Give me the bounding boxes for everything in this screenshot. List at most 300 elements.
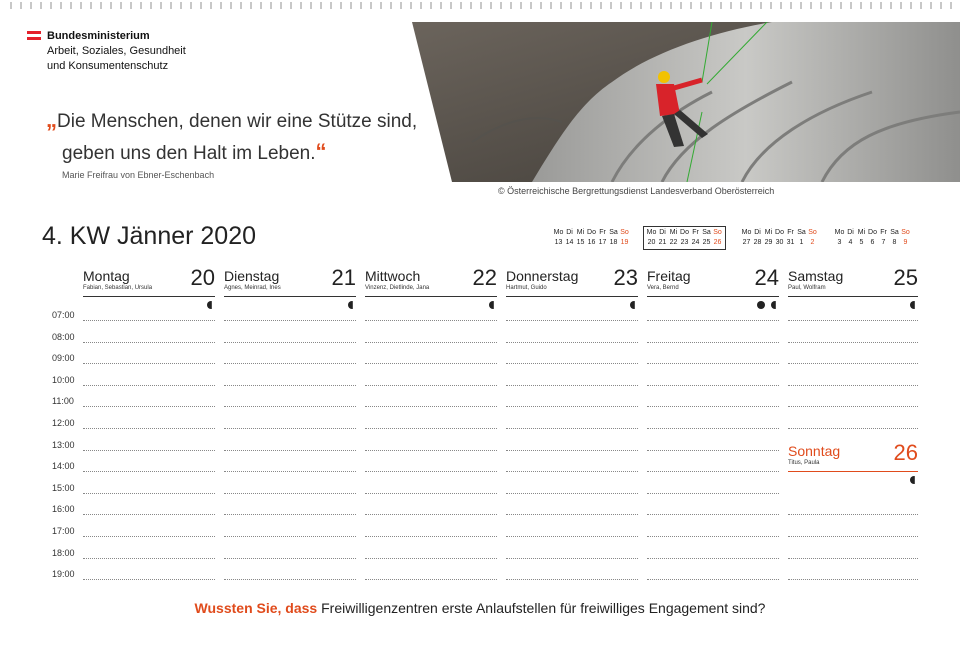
hour-label: 09:00 — [52, 353, 75, 364]
binding-ring — [350, 2, 352, 9]
day-header-montag — [83, 265, 215, 312]
binding-ring — [710, 2, 712, 9]
binding-ring — [490, 2, 492, 9]
hour-label: 14:00 — [52, 461, 75, 472]
weekday-abbrev: Di — [566, 229, 573, 236]
mini-calendar-day-row — [646, 238, 723, 248]
binding-ring — [370, 2, 372, 9]
binding-ring — [40, 2, 42, 9]
binding-ring — [640, 2, 642, 9]
hour-slot-line[interactable] — [83, 342, 215, 343]
day-name: Mittwoch — [365, 268, 421, 284]
hour-slot-line[interactable] — [83, 558, 215, 559]
weekday-abbrev: Mo — [646, 229, 657, 236]
hour-label: 16:00 — [52, 504, 75, 515]
hour-slot-line[interactable] — [365, 493, 497, 494]
mini-calendar-day-row — [553, 238, 630, 248]
day-number: 22 — [472, 265, 497, 290]
binding-ring — [320, 2, 322, 9]
day-number: 21 — [331, 265, 356, 290]
day-name: Sonntag — [788, 443, 841, 459]
binding-ring — [480, 2, 482, 9]
hour-slot-line[interactable] — [647, 579, 779, 580]
binding-ring — [680, 2, 682, 9]
hour-slot-line[interactable] — [365, 579, 497, 580]
binding-ring — [80, 2, 82, 9]
binding-ring — [290, 2, 292, 9]
day-number: 26 — [713, 239, 722, 246]
binding-ring — [770, 2, 772, 9]
austrian-flag-icon — [27, 31, 41, 40]
weekday-abbrev: So — [808, 229, 817, 236]
hour-slot-line[interactable] — [788, 385, 918, 386]
binding-ring — [50, 2, 52, 9]
hour-slot-line[interactable] — [506, 450, 638, 451]
day-number: 2 — [810, 239, 815, 246]
day-number: 6 — [870, 239, 875, 246]
weekday-abbrev: Sa — [702, 229, 711, 236]
hour-label: 08:00 — [52, 331, 75, 342]
weekday-abbrev: Sa — [797, 229, 806, 236]
day-number: 13 — [554, 239, 563, 246]
hour-slot-line[interactable] — [365, 450, 497, 451]
did-you-know — [0, 600, 960, 616]
day-header-freitag — [647, 265, 779, 312]
binding-ring — [890, 2, 892, 9]
hour-slot-line[interactable] — [647, 471, 779, 472]
weekday-abbrev: So — [713, 229, 722, 236]
weekday-abbrev: Di — [659, 229, 666, 236]
day-number: 26 — [893, 440, 918, 465]
mini-calendar-week — [553, 228, 630, 248]
hour-slot-line[interactable] — [365, 385, 497, 386]
quote-line-1: Die Menschen, denen wir eine Stütze sind, — [57, 111, 418, 132]
hour-slot-line[interactable] — [506, 428, 638, 429]
hour-slot-line[interactable] — [83, 493, 215, 494]
mini-calendar-header-row — [646, 228, 723, 238]
binding-ring — [160, 2, 162, 9]
name-day-saints: Hartmut, Guido — [506, 285, 547, 291]
day-name: Montag — [83, 268, 130, 284]
day-number: 24 — [754, 265, 779, 290]
hour-slot-line[interactable] — [647, 363, 779, 364]
day-header-samstag — [788, 265, 918, 312]
hour-slot-line[interactable] — [647, 450, 779, 451]
hour-slot-line[interactable] — [506, 579, 638, 580]
binding-ring — [620, 2, 622, 9]
binding-ring — [20, 2, 22, 9]
binding-ring — [90, 2, 92, 9]
moon-phase-icon — [771, 301, 779, 309]
binding-ring — [470, 2, 472, 9]
mini-calendar-day-row — [834, 238, 911, 248]
binding-ring — [410, 2, 412, 9]
binding-ring — [110, 2, 112, 9]
hour-slot-line[interactable] — [365, 406, 497, 407]
hour-slot-line[interactable] — [506, 342, 638, 343]
hour-label: 11:00 — [52, 396, 74, 407]
weekday-abbrev: Do — [775, 229, 784, 236]
binding-ring — [390, 2, 392, 9]
binding-ring — [500, 2, 502, 9]
hour-slot-line[interactable] — [788, 428, 918, 429]
hour-slot-line[interactable] — [506, 320, 638, 321]
hour-slot-line[interactable] — [788, 406, 918, 407]
mini-calendar-header-row — [741, 228, 818, 238]
day-underline — [788, 471, 918, 472]
binding-ring — [100, 2, 102, 9]
hour-slot-line[interactable] — [83, 536, 215, 537]
binding-ring — [170, 2, 172, 9]
weekday-abbrev: Do — [587, 229, 596, 236]
day-number: 31 — [786, 239, 795, 246]
day-number: 21 — [658, 239, 667, 246]
binding-ring — [30, 2, 32, 9]
binding-ring — [570, 2, 572, 9]
hour-slot-line[interactable] — [788, 342, 918, 343]
binding-ring — [210, 2, 212, 9]
hour-slot-line[interactable] — [83, 320, 215, 321]
hour-slot-line[interactable] — [365, 428, 497, 429]
name-day-saints: Paul, Wolfram — [788, 285, 826, 291]
binding-ring — [730, 2, 732, 9]
binding-ring — [900, 2, 902, 9]
hour-slot-line[interactable] — [647, 558, 779, 559]
binding-ring — [150, 2, 152, 9]
day-number: 8 — [892, 239, 897, 246]
hour-slot-line[interactable] — [365, 514, 497, 515]
binding-ring — [810, 2, 812, 9]
day-number: 15 — [576, 239, 585, 246]
day-underline — [506, 296, 638, 297]
binding-ring — [720, 2, 722, 9]
mini-calendar-header-row — [553, 228, 630, 238]
hour-slot-line[interactable] — [647, 385, 779, 386]
hour-slot-line[interactable] — [506, 363, 638, 364]
weekday-abbrev: Mo — [834, 229, 845, 236]
day-number: 1 — [799, 239, 804, 246]
hour-slot-line[interactable] — [224, 428, 356, 429]
day-number: 23 — [680, 239, 689, 246]
day-number: 18 — [609, 239, 618, 246]
binding-ring — [760, 2, 762, 9]
binding-ring — [430, 2, 432, 9]
binding-ring — [560, 2, 562, 9]
day-number: 14 — [565, 239, 574, 246]
day-number: 4 — [848, 239, 853, 246]
hour-slot-line[interactable] — [365, 471, 497, 472]
hour-slot-line[interactable] — [647, 536, 779, 537]
day-number: 24 — [691, 239, 700, 246]
binding-ring — [60, 2, 62, 9]
moon-phase-icon — [910, 476, 918, 484]
binding-ring — [260, 2, 262, 9]
binding-ring — [610, 2, 612, 9]
binding-ring — [690, 2, 692, 9]
moon-phase-icon — [910, 301, 918, 309]
name-day-saints: Vera, Bernd — [647, 285, 679, 291]
binding-ring — [250, 2, 252, 9]
binding-ring — [530, 2, 532, 9]
hour-slot-line[interactable] — [788, 536, 918, 537]
day-name: Freitag — [647, 268, 691, 284]
hour-slot-line[interactable] — [788, 320, 918, 321]
binding-ring — [70, 2, 72, 9]
binding-ring — [130, 2, 132, 9]
hour-slot-line[interactable] — [83, 514, 215, 515]
quote-open-mark: „ — [46, 107, 57, 132]
hour-slot-line[interactable] — [224, 450, 356, 451]
hour-slot-line[interactable] — [83, 385, 215, 386]
binding-ring — [540, 2, 542, 9]
binding-ring — [950, 2, 952, 9]
hour-label: 07:00 — [52, 310, 75, 320]
mini-calendar-week — [834, 228, 911, 248]
hour-slot-line[interactable] — [224, 493, 356, 494]
day-name: Dienstag — [224, 268, 280, 284]
hour-slot-line[interactable] — [224, 320, 356, 321]
mini-calendar-header-row — [834, 228, 911, 238]
hour-slot-line[interactable] — [647, 428, 779, 429]
weekday-abbrev: Fr — [692, 229, 699, 236]
ministry-line: Arbeit, Soziales, Gesundheit — [47, 45, 186, 57]
day-number: 30 — [775, 239, 784, 246]
hour-label: 18:00 — [52, 547, 75, 558]
hour-slot-line[interactable] — [365, 320, 497, 321]
hour-slot-line[interactable] — [788, 558, 918, 559]
quote-author: Marie Freifrau von Ebner-Eschenbach — [62, 170, 215, 180]
hour-slot-line[interactable] — [506, 385, 638, 386]
hour-slot-line[interactable] — [788, 363, 918, 364]
binding-ring — [180, 2, 182, 9]
weekday-abbrev: Mo — [741, 229, 752, 236]
binding-ring — [450, 2, 452, 9]
hour-slot-line[interactable] — [224, 471, 356, 472]
mini-calendar-day-row — [741, 238, 818, 248]
day-name: Donnerstag — [506, 268, 579, 284]
day-name: Samstag — [788, 268, 844, 284]
moon-phase-icon — [207, 301, 215, 309]
binding-ring — [380, 2, 382, 9]
day-number: 23 — [613, 265, 638, 290]
spiral-binding — [0, 0, 960, 10]
day-number: 5 — [859, 239, 864, 246]
hour-slot-line[interactable] — [506, 493, 638, 494]
binding-ring — [590, 2, 592, 9]
hour-slot-line[interactable] — [224, 406, 356, 407]
binding-ring — [600, 2, 602, 9]
hour-slot-line[interactable] — [83, 428, 215, 429]
hour-slot-line[interactable] — [506, 536, 638, 537]
hour-slot-line[interactable] — [83, 579, 215, 580]
hour-slot-line[interactable] — [83, 450, 215, 451]
quote — [46, 105, 417, 169]
binding-ring — [440, 2, 442, 9]
binding-ring — [650, 2, 652, 9]
weekday-abbrev: Fr — [787, 229, 794, 236]
week-title: 4. KW Jänner 2020 — [42, 222, 257, 250]
binding-ring — [10, 2, 12, 9]
quote-line-2: geben uns den Halt im Leben. — [62, 143, 316, 164]
binding-ring — [830, 2, 832, 9]
binding-ring — [550, 2, 552, 9]
hour-slot-line[interactable] — [83, 471, 215, 472]
weekday-abbrev: Mi — [857, 229, 866, 236]
hour-label: 15:00 — [52, 482, 75, 493]
binding-ring — [630, 2, 632, 9]
name-day-saints: Vinzenz, Dietlinde, Jana — [365, 285, 430, 291]
hour-slot-line[interactable] — [647, 320, 779, 321]
day-number: 7 — [881, 239, 886, 246]
binding-ring — [870, 2, 872, 9]
binding-ring — [340, 2, 342, 9]
binding-ring — [310, 2, 312, 9]
binding-ring — [230, 2, 232, 9]
day-underline — [83, 296, 215, 297]
hour-slot-line[interactable] — [365, 363, 497, 364]
binding-ring — [820, 2, 822, 9]
quote-close-mark: “ — [315, 139, 327, 164]
name-day-saints: Fabian, Sebastian, Ursula — [83, 285, 153, 291]
weekday-abbrev: Fr — [599, 229, 606, 236]
weekday-abbrev: Di — [847, 229, 854, 236]
moon-phase-icon — [489, 301, 497, 309]
day-number: 3 — [837, 239, 842, 246]
mountain-rescue-photo-icon — [412, 22, 960, 182]
hour-slot-line[interactable] — [647, 406, 779, 407]
day-header-mittwoch — [365, 265, 497, 312]
hour-label: 10:00 — [52, 374, 75, 385]
binding-ring — [460, 2, 462, 9]
binding-ring — [740, 2, 742, 9]
hour-slot-line[interactable] — [224, 558, 356, 559]
hour-slot-line[interactable] — [224, 536, 356, 537]
hour-label: 12:00 — [52, 418, 75, 428]
day-header-sonntag — [788, 440, 918, 487]
hour-slot-line[interactable] — [788, 514, 918, 515]
ministry-name — [47, 29, 307, 74]
hour-slot-line[interactable] — [506, 406, 638, 407]
hour-slot-line[interactable] — [788, 579, 918, 580]
binding-ring — [520, 2, 522, 9]
binding-ring — [190, 2, 192, 9]
hour-slot-line[interactable] — [83, 406, 215, 407]
day-number: 17 — [598, 239, 607, 246]
day-underline — [224, 296, 356, 297]
weekday-abbrev: Sa — [890, 229, 899, 236]
hour-slot-line[interactable] — [647, 493, 779, 494]
mini-calendar-week — [741, 228, 818, 248]
day-number: 28 — [753, 239, 762, 246]
hour-slot-line[interactable] — [224, 342, 356, 343]
weekday-abbrev: Fr — [880, 229, 887, 236]
ministry-line: und Konsumentenschutz — [47, 60, 169, 72]
binding-ring — [790, 2, 792, 9]
weekday-abbrev: Mi — [576, 229, 585, 236]
binding-ring — [200, 2, 202, 9]
hour-slot-line[interactable] — [224, 579, 356, 580]
weekday-abbrev: Do — [868, 229, 877, 236]
weekday-abbrev: So — [901, 229, 910, 236]
binding-ring — [120, 2, 122, 9]
binding-ring — [920, 2, 922, 9]
day-number: 29 — [764, 239, 773, 246]
mini-calendar-week — [643, 226, 726, 250]
weekday-abbrev: Mi — [764, 229, 773, 236]
binding-ring — [750, 2, 752, 9]
photo-credit: © Österreichische Bergrettungsdienst Landesverband Oberösterreich — [498, 186, 775, 196]
hour-slot-line[interactable] — [365, 558, 497, 559]
binding-ring — [700, 2, 702, 9]
binding-ring — [580, 2, 582, 9]
hour-slot-line[interactable] — [365, 536, 497, 537]
binding-ring — [420, 2, 422, 9]
hour-slot-line[interactable] — [506, 471, 638, 472]
binding-ring — [910, 2, 912, 9]
new-moon-icon — [757, 301, 765, 309]
binding-ring — [330, 2, 332, 9]
day-number: 22 — [669, 239, 678, 246]
hour-slot-line[interactable] — [224, 385, 356, 386]
weekday-abbrev: So — [620, 229, 629, 236]
hour-label: 13:00 — [52, 439, 75, 450]
moon-phase-icon — [348, 301, 356, 309]
hour-slot-line[interactable] — [224, 514, 356, 515]
hour-slot-line[interactable] — [224, 363, 356, 364]
weekday-abbrev: Mo — [553, 229, 564, 236]
hour-slot-line[interactable] — [83, 363, 215, 364]
day-header-donnerstag — [506, 265, 638, 312]
hour-slot-line[interactable] — [365, 342, 497, 343]
weekday-abbrev: Mi — [669, 229, 678, 236]
binding-ring — [270, 2, 272, 9]
day-number: 25 — [702, 239, 711, 246]
day-underline — [647, 296, 779, 297]
hour-slot-line[interactable] — [647, 514, 779, 515]
day-number: 20 — [647, 239, 656, 246]
day-number: 27 — [742, 239, 751, 246]
binding-ring — [300, 2, 302, 9]
binding-ring — [850, 2, 852, 9]
hour-slot-line[interactable] — [506, 558, 638, 559]
weekday-abbrev: Di — [754, 229, 761, 236]
hour-label: 17:00 — [52, 526, 75, 536]
day-number: 25 — [893, 265, 918, 290]
day-underline — [365, 296, 497, 297]
did-you-know-text: Freiwilligenzentren erste Anlaufstellen für freiwilliges Engagement sind? — [317, 600, 766, 616]
binding-ring — [860, 2, 862, 9]
binding-ring — [930, 2, 932, 9]
day-number: 16 — [587, 239, 596, 246]
binding-ring — [140, 2, 142, 9]
hour-label: 19:00 — [52, 569, 75, 580]
day-underline — [788, 296, 918, 297]
hour-slot-line[interactable] — [647, 342, 779, 343]
binding-ring — [670, 2, 672, 9]
day-number: 19 — [620, 239, 629, 246]
weekday-abbrev: Do — [680, 229, 689, 236]
header-photo — [412, 22, 960, 182]
weekday-abbrev: Sa — [609, 229, 618, 236]
name-day-saints: Titus, Paula — [788, 460, 820, 466]
moon-phase-icon — [630, 301, 638, 309]
hour-slot-line[interactable] — [506, 514, 638, 515]
binding-ring — [800, 2, 802, 9]
binding-ring — [240, 2, 242, 9]
binding-ring — [940, 2, 942, 9]
binding-ring — [510, 2, 512, 9]
did-you-know-highlight: Wussten Sie, dass — [194, 600, 318, 616]
